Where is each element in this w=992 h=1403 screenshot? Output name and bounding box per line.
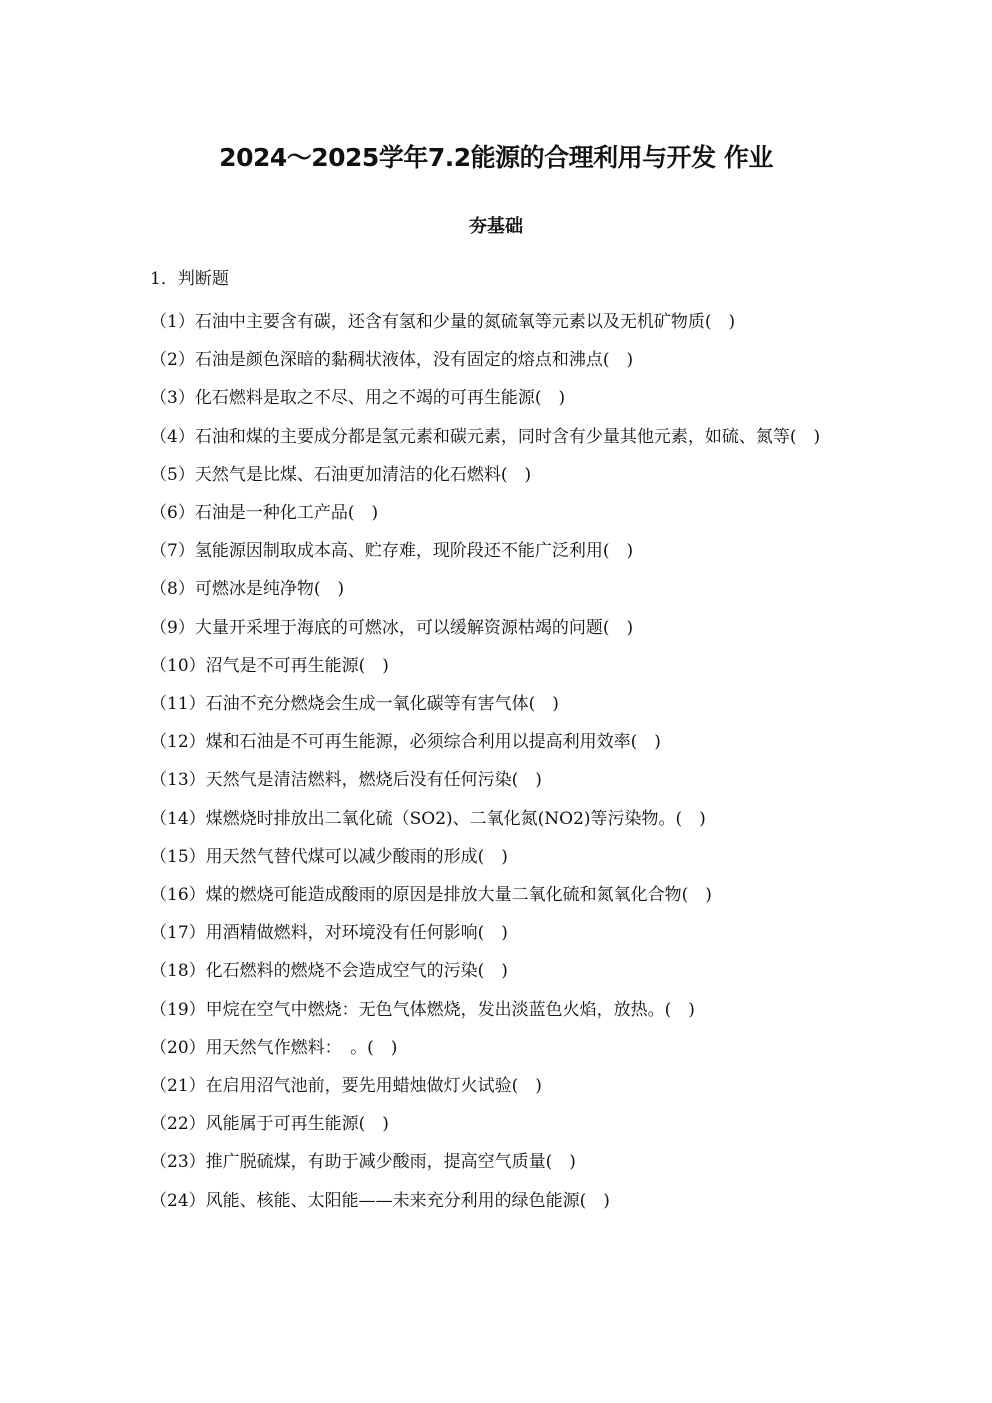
question-item: （20）用天然气作燃料： 。( ) xyxy=(150,1037,398,1058)
question-item: （2）石油是颜色深暗的黏稠状液体，没有固定的熔点和沸点( ) xyxy=(150,350,634,371)
judgment-question-list xyxy=(150,303,862,1220)
question-item: （7）氢能源因制取成本高、贮存难，现阶段还不能广泛利用( ) xyxy=(150,541,634,562)
question-item: （22）风能属于可再生能源( ) xyxy=(150,1114,389,1135)
document-title: 2024～2025学年7.2能源的合理利用与开发 作业 xyxy=(219,143,773,172)
question-item: （3）化石燃料是取之不尽、用之不竭的可再生能源( ) xyxy=(150,388,566,409)
question-item: （6）石油是一种化工产品( ) xyxy=(150,503,379,524)
question-item: （15）用天然气替代煤可以减少酸雨的形成( ) xyxy=(150,846,508,867)
section-subtitle: 夯基础 xyxy=(469,216,523,237)
question-item: （9）大量开采埋于海底的可燃冰，可以缓解资源枯竭的问题( ) xyxy=(150,617,634,638)
question-item: （10）沼气是不可再生能源( ) xyxy=(150,655,389,676)
question-item: （13）天然气是清洁燃料，燃烧后没有任何污染( ) xyxy=(150,770,542,791)
question-item: （1）石油中主要含有碳，还含有氢和少量的氮硫氧等元素以及无机矿物质( ) xyxy=(150,312,736,332)
question-item: （21）在启用沼气池前，要先用蜡烛做灯火试验( ) xyxy=(150,1076,542,1097)
question-item: （23）推广脱硫煤，有助于减少酸雨，提高空气质量( ) xyxy=(150,1152,576,1173)
question-item: （8）可燃冰是纯净物( ) xyxy=(150,579,345,600)
question-item: （16）煤的燃烧可能造成酸雨的原因是排放大量二氧化硫和氮氧化合物( ) xyxy=(150,885,712,906)
question-item: （14）煤燃烧时排放出二氧化硫（SO2)、二氧化氮(NO2)等污染物。( ) xyxy=(150,808,706,829)
question-item: （5）天然气是比煤、石油更加清洁的化石燃料( ) xyxy=(150,464,532,485)
question-item: （17）用酒精做燃料，对环境没有任何影响( ) xyxy=(150,923,508,944)
question-item: （4）石油和煤的主要成分都是氢元素和碳元素，同时含有少量其他元素，如硫、氮等( ) xyxy=(150,426,821,447)
question-heading: 1．判断题 xyxy=(150,269,229,289)
question-item: （24）风能、核能、太阳能——未来充分利用的绿色能源( ) xyxy=(150,1190,610,1211)
question-item: （12）煤和石油是不可再生能源，必须综合利用以提高利用效率( ) xyxy=(150,732,661,753)
question-item: （11）石油不充分燃烧会生成一氧化碳等有害气体( ) xyxy=(150,694,559,715)
question-item: （19）甲烷在空气中燃烧：无色气体燃烧，发出淡蓝色火焰，放热。( ) xyxy=(150,999,695,1020)
question-item: （18）化石燃料的燃烧不会造成空气的污染( ) xyxy=(150,961,508,982)
